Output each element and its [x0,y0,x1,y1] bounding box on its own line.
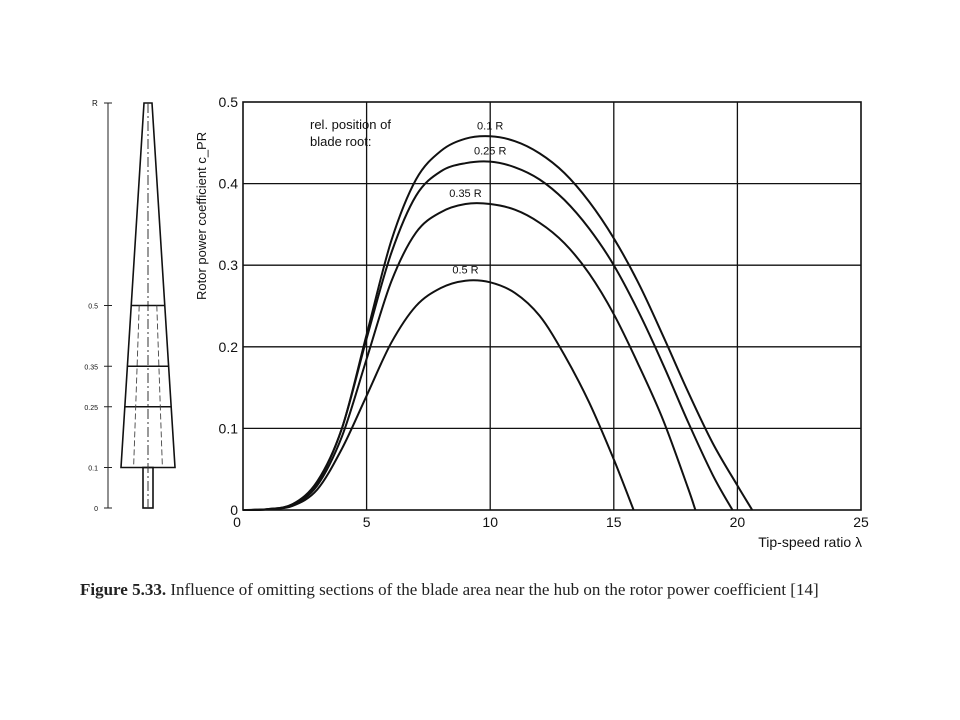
y-tick-label: 0.4 [218,175,238,192]
series-label: 0.35 R [449,188,482,200]
y-tick-label: 0.1 [218,420,238,437]
x-tick-label: 10 [482,514,498,530]
series-line [243,280,634,510]
x-tick-label: 5 [362,514,371,530]
y-tick-label: 0.3 [218,257,238,274]
blade-axis-tick-label: 0.1 [88,465,98,473]
figure-caption [80,578,880,602]
series-labels [449,120,506,276]
annotation-line-1: rel. position of [310,117,391,132]
x-tick-labels [233,514,869,530]
series-line [243,161,733,510]
y-tick-labels [219,94,239,518]
x-axis-label: Tip-speed ratio λ [758,534,862,550]
blade-axis-tick-label: 0.5 [88,303,98,311]
series-lines [243,136,752,510]
series-label: 0.25 R [473,145,507,158]
power-coefficient-chart [194,94,869,550]
y-axis-label: Rotor power coefficient c_PR [194,131,209,300]
blade-planform-diagram [84,99,175,513]
blade-hidden-line [157,306,163,468]
x-tick-label: 20 [729,514,746,530]
y-tick-label: 0.2 [218,338,238,355]
series-label: 0.5 R [452,264,479,277]
x-tick-label: 25 [853,514,869,530]
blade-axis-tick-label: 0.35 [84,364,98,372]
y-tick-label: 0 [230,502,238,518]
blade-axis-tick-label: 0.25 [84,404,98,412]
caption-text: Influence of omitting sections of the blade area near the hub on the rotor power coefficient [14] [170,580,819,599]
caption-label: Figure 5.33. [80,580,167,599]
blade-axis-top-label: R [92,99,98,108]
x-tick-label: 0 [233,514,241,530]
blade-hidden-line [134,306,140,468]
y-tick-label: 0.5 [218,94,238,110]
blade-axis-tick-label: 0 [94,506,98,513]
x-tick-label: 15 [606,514,622,530]
blade-outline [121,103,175,508]
series-label: 0.1 R [477,120,504,133]
series-line [243,203,695,510]
annotation-line-2: blade root: [310,134,372,149]
